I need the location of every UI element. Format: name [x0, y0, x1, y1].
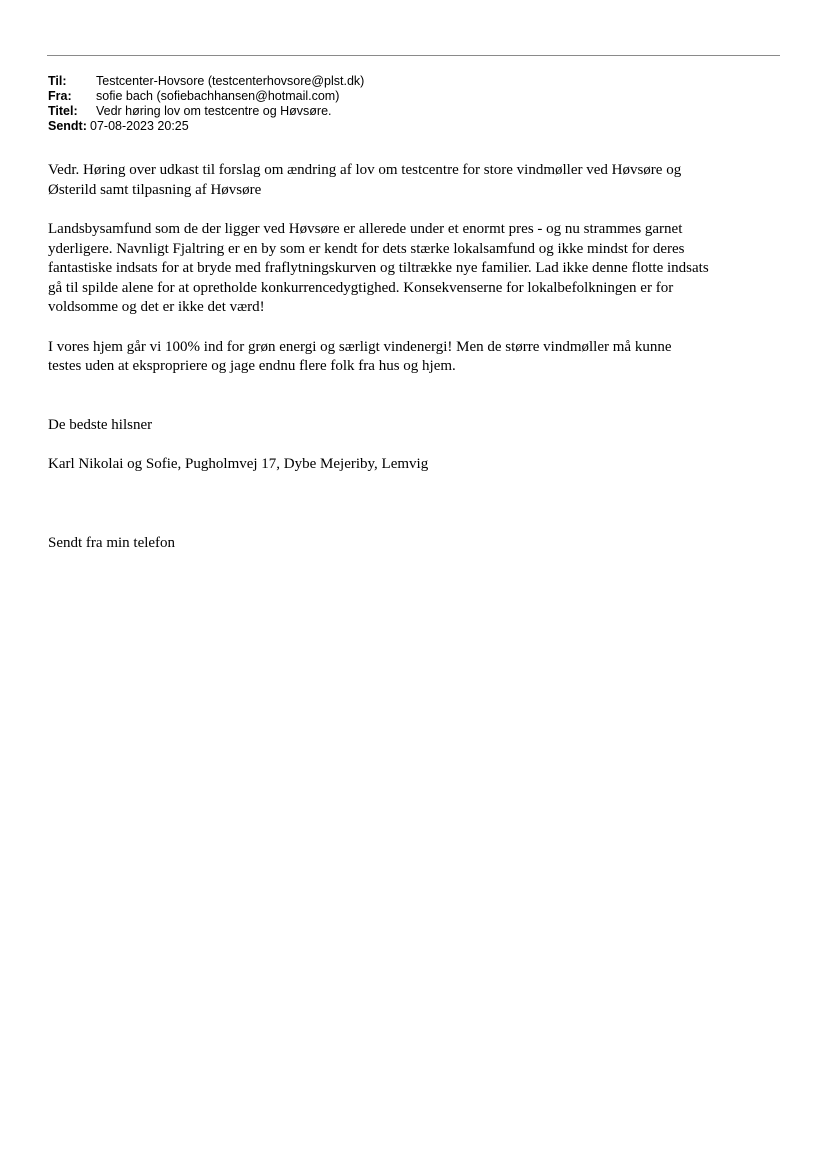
- to-label: Til:: [48, 74, 67, 88]
- email-body: [48, 161, 788, 553]
- from-row: [48, 89, 364, 104]
- signature: Karl Nikolai og Sofie, Pugholmvej 17, Dybe Mejeriby, Lemvig: [48, 456, 429, 472]
- subject-line-1: Vedr. Høring over udkast til forslag om ændring af lov om testcentre for store vindmøller ved Høvsøre og: [48, 162, 682, 178]
- subject-label: Titel:: [48, 104, 78, 118]
- sent-row: [48, 119, 364, 134]
- paragraph-1-line-5: voldsomme og det er ikke det værd!: [48, 299, 265, 315]
- email-header: [48, 74, 364, 134]
- paragraph-1-line-2: yderligere. Navnligt Fjaltring er en by som er kendt for dets stærke lokalsamfund og ikke mindst for deres: [48, 240, 685, 257]
- to-row: [48, 74, 364, 89]
- paragraph-1-line-1: Landsbysamfund som de der ligger ved Høvsøre er allerede under et enormt pres - og nu strammes garnet: [48, 221, 683, 237]
- subject-value: Vedr høring lov om testcentre og Høvsøre.: [96, 104, 332, 118]
- from-value: sofie bach (sofiebachhansen@hotmail.com): [96, 89, 340, 103]
- paragraph-1-line-3: fantastiske indsats for at bryde med fraflytningskurven og tiltrække nye familier. Lad ikke denne flotte indsats: [48, 260, 709, 276]
- sent-label: Sendt:: [48, 119, 87, 133]
- header-divider: [47, 55, 780, 56]
- subject-line-2: Østerild samt tilpasning af Høvsøre: [48, 181, 262, 198]
- paragraph-2-line-1: I vores hjem går vi 100% ind for grøn energi og særligt vindenergi! Men de større vindmøller må kunne: [48, 338, 672, 355]
- paragraph-2-line-2: testes uden at ekspropriere og jage endnu flere folk fra hus og hjem.: [48, 358, 456, 374]
- sent-value: 07-08-2023 20:25: [90, 119, 189, 133]
- subject-row: [48, 104, 364, 119]
- from-label: Fra:: [48, 89, 72, 103]
- paragraph-1-line-4: gå til spilde alene for at opretholde konkurrencedygtighed. Konsekvenserne for lokalbefolkningen er for: [48, 279, 674, 296]
- sent-from-footer: Sendt fra min telefon: [48, 534, 176, 551]
- to-value: Testcenter-Hovsore (testcenterhovsore@plst.dk): [96, 74, 365, 88]
- greeting: De bedste hilsner: [48, 416, 153, 433]
